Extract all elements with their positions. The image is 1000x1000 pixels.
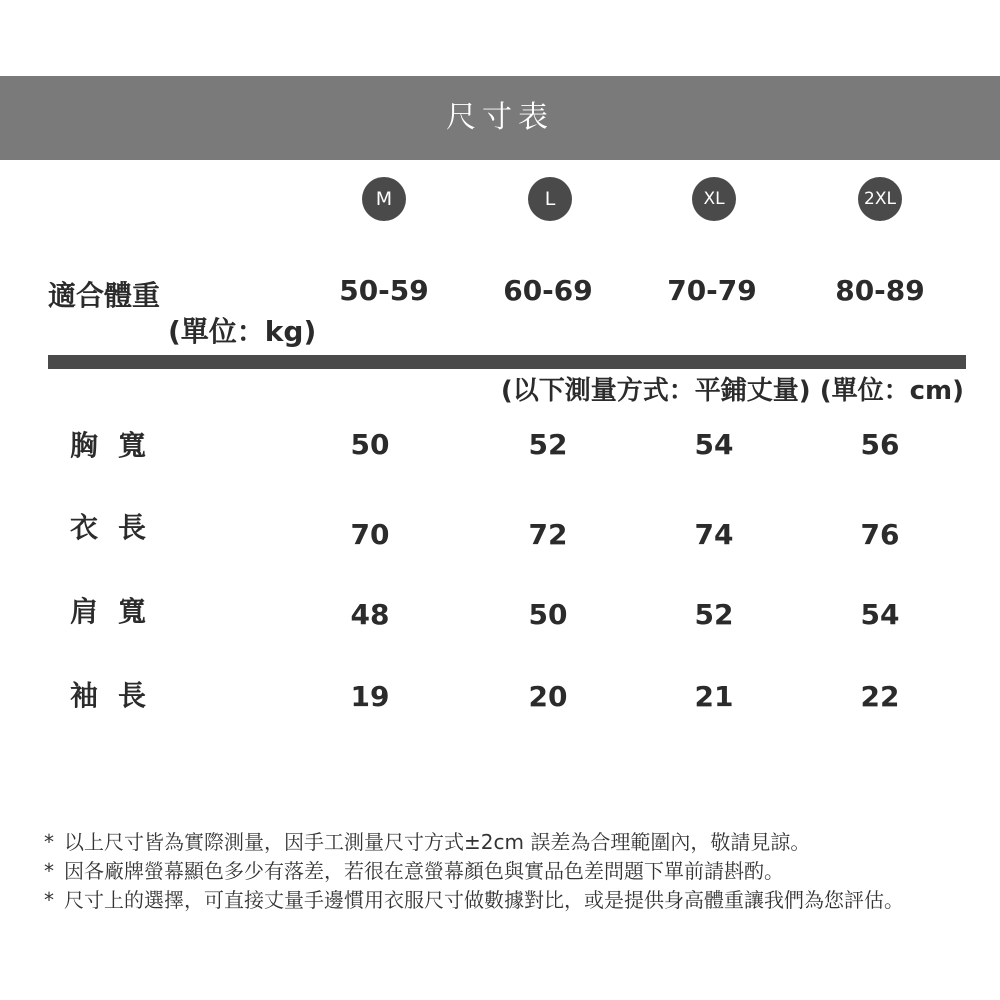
asterisk-icon: * (44, 888, 54, 912)
note-text: 以上尺寸皆為實際測量，因手工測量尺寸方式±2cm 誤差為合理範圍內，敬請見諒。 (64, 830, 811, 854)
cell-sleeve-xl: 21 (694, 680, 734, 713)
cell-sleeve-l: 20 (528, 680, 568, 713)
cell-shoulder-xl: 52 (694, 598, 734, 631)
size-badge-l: L (528, 177, 572, 221)
cell-chest-l: 52 (528, 428, 568, 461)
cell-shoulder-l: 50 (528, 598, 568, 631)
size-badge-xl: XL (692, 177, 736, 221)
row-label-shoulder: 肩寬 (70, 595, 167, 628)
measure-note: (以下測量方式：平鋪丈量) (單位：cm) (500, 376, 964, 406)
weight-value-l: 60-69 (503, 274, 593, 307)
cell-length-m: 70 (350, 518, 390, 551)
note-item (44, 886, 984, 915)
title-bar (0, 76, 1000, 160)
cell-chest-2xl: 56 (860, 428, 900, 461)
cell-shoulder-m: 48 (350, 598, 390, 631)
asterisk-icon: * (44, 859, 54, 883)
note-text: 因各廠牌螢幕顯色多少有落差，若很在意螢幕顏色與實品色差問題下單前請斟酌。 (64, 859, 784, 883)
weight-value-m: 50-59 (339, 274, 429, 307)
note-text: 尺寸上的選擇，可直接丈量手邊慣用衣服尺寸做數據對比，或是提供身高體重讓我們為您評估。 (64, 888, 904, 912)
cell-length-l: 72 (528, 518, 568, 551)
weight-unit: (單位：kg) (168, 315, 317, 348)
weight-label: 適合體重 (48, 279, 161, 312)
note-item (44, 828, 984, 857)
weight-value-2xl: 80-89 (835, 274, 925, 307)
cell-sleeve-2xl: 22 (860, 680, 900, 713)
row-label-sleeve: 袖長 (70, 679, 167, 712)
size-badge-m: M (362, 177, 406, 221)
cell-chest-xl: 54 (694, 428, 734, 461)
row-label-chest: 胸寬 (70, 429, 167, 462)
cell-chest-m: 50 (350, 428, 390, 461)
cell-sleeve-m: 19 (350, 680, 390, 713)
row-label-length: 衣長 (70, 511, 167, 544)
size-badge-2xl: 2XL (858, 177, 902, 221)
section-divider (48, 355, 966, 369)
cell-shoulder-2xl: 54 (860, 598, 900, 631)
notes-section (44, 828, 984, 915)
cell-length-xl: 74 (694, 518, 734, 551)
weight-value-xl: 70-79 (667, 274, 757, 307)
cell-length-2xl: 76 (860, 518, 900, 551)
page-title: 尺寸表 (446, 100, 554, 135)
asterisk-icon: * (44, 830, 54, 854)
note-item (44, 857, 984, 886)
